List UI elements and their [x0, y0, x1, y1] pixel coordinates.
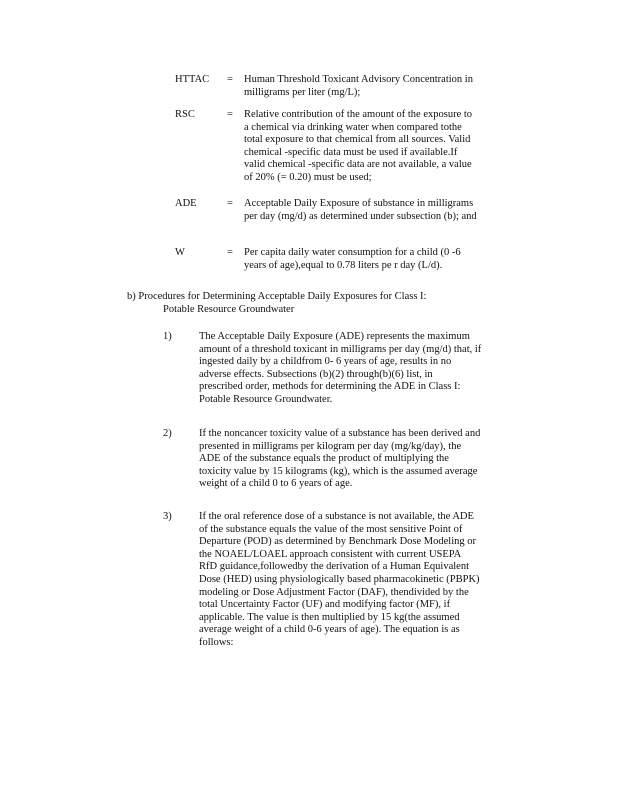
text-line: Human Threshold Toxicant Advisory Concentration in	[244, 74, 473, 85]
text-line: modeling or Dose Adjustment Factor (DAF), thendivided by the	[199, 586, 469, 598]
item-number: 1)	[163, 331, 172, 342]
text-line: total exposure to that chemical from all sources. Valid	[244, 134, 471, 146]
equals-sign: =	[227, 198, 233, 209]
text-line: milligrams per liter (mg/L);	[244, 86, 361, 98]
text-line: The Acceptable Daily Exposure (ADE) represents the maximum	[199, 331, 470, 342]
item-text	[199, 428, 522, 491]
text-line: years of age),equal to 0.78 liters pe r day (L/d).	[244, 259, 443, 271]
definition-text	[244, 247, 512, 272]
text-line: valid chemical -specific data are not available, a value	[244, 159, 472, 171]
text-line: ADE of the substance equals the product of multiplying the	[199, 453, 449, 465]
text-line: Per capita daily water consumption for a child (0 -6	[244, 247, 461, 258]
text-line: chemical -specific data must be used if available.If	[244, 146, 458, 158]
definition-text	[244, 109, 512, 185]
item-number: 2)	[163, 428, 172, 439]
text-line: applicable. The value is then multiplied by 15 kg(the assumed	[199, 611, 460, 623]
section-heading-line: Potable Resource Groundwater	[163, 303, 295, 315]
item-number: 3)	[163, 511, 172, 522]
text-line: Departure (POD) as determined by Benchmark Dose Modeling or	[199, 536, 477, 548]
equals-sign: =	[227, 74, 233, 85]
text-line: toxicity value by 15 kilograms (kg), which is the assumed average	[199, 465, 478, 477]
text-line: the NOAEL/LOAEL approach consistent with current USEPA	[199, 548, 462, 560]
text-line: average weight of a child 0-6 years of age). The equation is as	[199, 624, 460, 636]
definition-term: HTTAC	[175, 74, 210, 85]
item-text	[199, 331, 522, 407]
text-line: Relative contribution of the amount of the exposure to	[244, 109, 473, 120]
text-line: If the noncancer toxicity value of a substance has been derived and	[199, 428, 481, 439]
text-line: follows:	[199, 636, 234, 648]
text-line: ingested daily by a childfrom 0- 6 years of age, results in no	[199, 356, 452, 368]
text-line: presented in milligrams per kilogram per day (mg/kg/day), the	[199, 440, 462, 452]
text-line: per day (mg/d) as determined under subsection (b); and	[244, 210, 477, 222]
text-line: Acceptable Daily Exposure of substance in milligrams	[244, 198, 474, 209]
definition-text	[244, 198, 512, 223]
text-line: Potable Resource Groundwater.	[199, 393, 333, 405]
text-line: Dose (HED) using physiologically based pharmacokinetic (PBPK)	[199, 573, 480, 585]
text-line: amount of a threshold toxicant in milligrams per day (mg/d) that, if	[199, 343, 482, 355]
definition-term: W	[175, 247, 185, 258]
section-heading	[127, 291, 507, 316]
definition-text	[244, 74, 512, 99]
text-line: If the oral reference dose of a substance is not available, the ADE	[199, 511, 474, 522]
text-line: adverse effects. Subsections (b)(2) through(b)(6) list, in	[199, 368, 433, 380]
text-line: of 20% (= 0.20) must be used;	[244, 171, 372, 183]
definition-term: RSC	[175, 109, 195, 120]
equals-sign: =	[227, 109, 233, 120]
text-line: of the substance equals the value of the most sensitive Point of	[199, 523, 463, 535]
definition-term: ADE	[175, 198, 197, 209]
text-line: weight of a child 0 to 6 years of age.	[199, 478, 353, 490]
text-line: prescribed order, methods for determining the ADE in Class I:	[199, 381, 461, 393]
equals-sign: =	[227, 247, 233, 258]
text-line: total Uncertainty Factor (UF) and modifying factor (MF), if	[199, 599, 451, 611]
item-text	[199, 511, 522, 650]
section-heading-line: b) Procedures for Determining Acceptable Daily Exposures for Class I:	[127, 291, 427, 302]
text-line: a chemical via drinking water when compared tothe	[244, 121, 462, 133]
text-line: RfD guidance,followedby the derivation of a Human Equivalent	[199, 561, 470, 573]
